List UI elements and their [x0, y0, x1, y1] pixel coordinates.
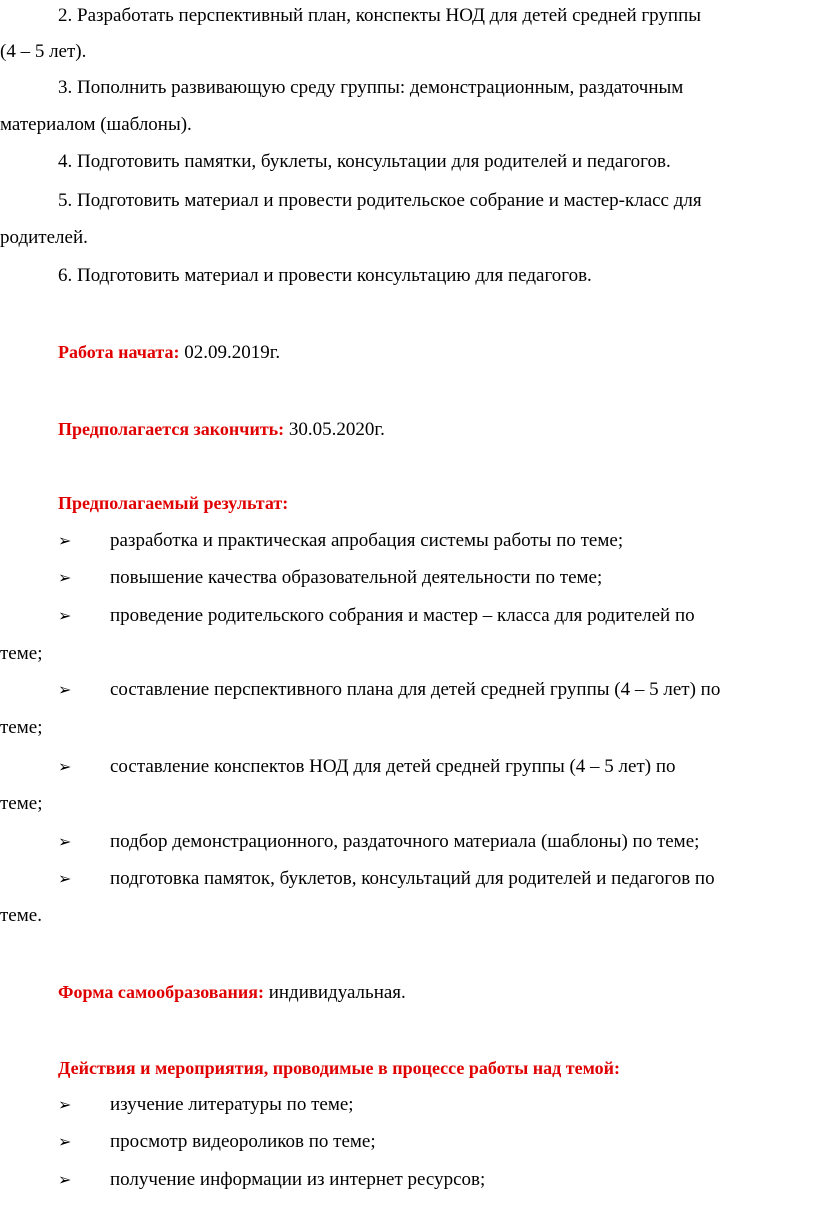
task-6-line-1: 6. Подготовить материал и провести консультацию для педагогов. [58, 265, 592, 286]
result-item-text: подготовка памяток, буклетов, консультаций для родителей и педагогов по [110, 868, 715, 889]
bullet-arrow-icon: ➢ [58, 1170, 72, 1189]
form-row [58, 980, 406, 1004]
result-item-continuation: теме. [0, 905, 42, 926]
end-label: Предполагается закончить: [58, 419, 285, 439]
result-item-text: составление конспектов НОД для детей средней группы (4 – 5 лет) по [110, 756, 676, 777]
bullet-arrow-icon: ➢ [58, 1095, 72, 1114]
bullet-arrow-icon: ➢ [58, 531, 72, 550]
bullet-arrow-icon: ➢ [58, 757, 72, 776]
task-2-line-1: 2. Разработать перспективный план, конспекты НОД для детей средней группы [58, 5, 702, 26]
result-item-text: подбор демонстрационного, раздаточного материала (шаблоны) по теме; [110, 831, 700, 852]
result-item-text: разработка и практическая апробация системы работы по теме; [110, 530, 624, 551]
bullet-arrow-icon: ➢ [58, 869, 72, 888]
start-value: 02.09.2019г. [179, 342, 281, 363]
result-item-continuation: теме; [0, 717, 43, 738]
form-label: Форма самообразования: [58, 982, 264, 1002]
action-item-text: получение информации из интернет ресурсов; [110, 1169, 486, 1190]
bullet-arrow-icon: ➢ [58, 606, 72, 625]
end-row [58, 417, 385, 441]
task-3-line-2: материалом (шаблоны). [0, 114, 192, 135]
task-5-line-2: родителей. [0, 227, 88, 248]
result-item-text: проведение родительского собрания и мастер – класса для родителей по [110, 605, 695, 626]
start-label: Работа начата: [58, 342, 180, 362]
result-item-continuation: теме; [0, 643, 43, 664]
start-row [58, 340, 280, 364]
bullet-arrow-icon: ➢ [58, 1132, 72, 1151]
task-5-line-1: 5. Подготовить материал и провести родительское собрание и мастер-класс для [58, 190, 702, 211]
action-item-text: изучение литературы по теме; [110, 1094, 354, 1115]
task-3-line-1: 3. Пополнить развивающую среду группы: демонстрационным, раздаточным [58, 77, 684, 98]
task-4-line-1: 4. Подготовить памятки, буклеты, консультации для родителей и педагогов. [58, 151, 671, 172]
action-item-text: просмотр видеороликов по теме; [110, 1131, 376, 1152]
result-item-continuation: теме; [0, 793, 43, 814]
end-value: 30.05.2020г. [284, 419, 385, 440]
bullet-arrow-icon: ➢ [58, 680, 72, 699]
actions-heading: Действия и мероприятия, проводимые в процессе работы над темой: [58, 1058, 620, 1078]
task-2-line-2: (4 – 5 лет). [0, 41, 87, 62]
bullet-arrow-icon: ➢ [58, 832, 72, 851]
result-item-text: повышение качества образовательной деятельности по теме; [110, 567, 603, 588]
result-heading: Предполагаемый результат: [58, 493, 289, 513]
result-item-text: составление перспективного плана для детей средней группы (4 – 5 лет) по [110, 679, 721, 700]
bullet-arrow-icon: ➢ [58, 568, 72, 587]
form-value: индивидуальная. [263, 982, 406, 1003]
